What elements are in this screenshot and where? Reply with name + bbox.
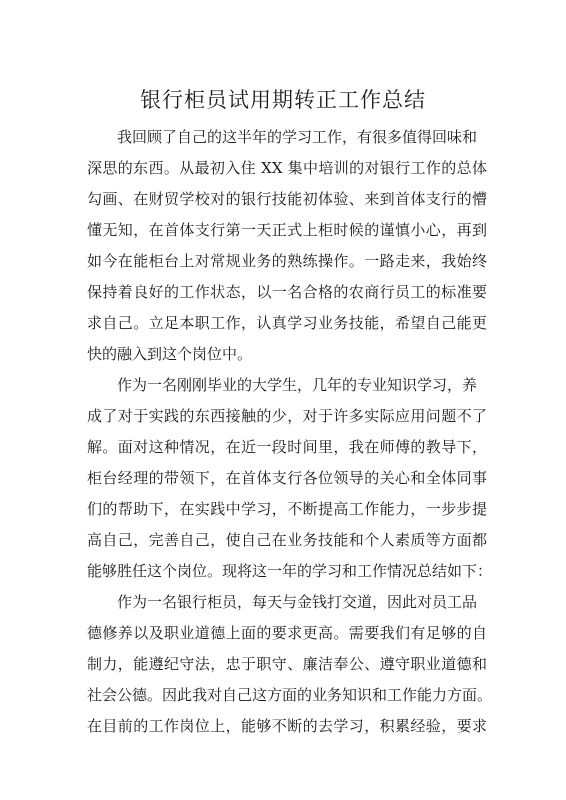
paragraph-line: 解。面对这种情况，在近一段时间里，我在师傅的教导下，: [87, 438, 487, 456]
paragraph-line: 勾画、在财贸学校对的银行技能初体验、来到首体支行的懵: [87, 190, 487, 208]
paragraph-line: 作为一名银行柜员，每天与金钱打交道，因此对员工品: [117, 593, 478, 611]
paragraph-line: 懂无知，在首体支行第一天正式上柜时候的谨慎小心，再到: [87, 221, 487, 239]
paragraph-line: 深思的东西。从最初入住 XX 集中培训的对银行工作的总体: [87, 159, 487, 177]
paragraph-line: 成了对于实践的东西接触的少，对于许多实际应用问题不了: [87, 407, 487, 425]
paragraph-line: 德修养以及职业道德上面的要求更高。需要我们有足够的自: [87, 624, 487, 642]
paragraph-line: 社会公德。因此我对自己这方面的业务知识和工作能力方面。: [87, 686, 493, 704]
paragraph-line: 求自己。立足本职工作，认真学习业务技能，希望自己能更: [87, 314, 487, 332]
paragraph-line: 我回顾了自己的这半年的学习工作，有很多值得回味和: [117, 128, 478, 146]
paragraph-line: 柜台经理的带领下，在首体支行各位领导的关心和全体同事: [87, 469, 487, 487]
document-body: [87, 122, 493, 742]
paragraph-line: 高自己，完善自己，使自己在业务技能和个人素质等方面都: [87, 531, 487, 549]
paragraph-line: 如今在能柜台上对常规业务的熟练操作。一路走来，我始终: [87, 252, 487, 270]
paragraph-line: 作为一名刚刚毕业的大学生，几年的专业知识学习，养: [117, 376, 478, 394]
paragraph-line: 快的融入到这个岗位中。: [87, 345, 253, 363]
paragraph-line: 在目前的工作岗位上，能够不断的去学习，积累经验，要求: [87, 717, 487, 735]
paragraph-line: 们的帮助下，在实践中学习，不断提高工作能力，一步步提: [87, 500, 487, 518]
paragraph-line: 制力，能遵纪守法，忠于职守、廉洁奉公、遵守职业道德和: [87, 655, 487, 673]
document-title: 银行柜员试用期转正工作总结: [140, 88, 426, 112]
paragraph-line: 保持着良好的工作状态，以一名合格的农商行员工的标准要: [87, 283, 487, 301]
paragraph-line: 能够胜任这个岗位。现将这一年的学习和工作情况总结如下：: [87, 562, 493, 580]
